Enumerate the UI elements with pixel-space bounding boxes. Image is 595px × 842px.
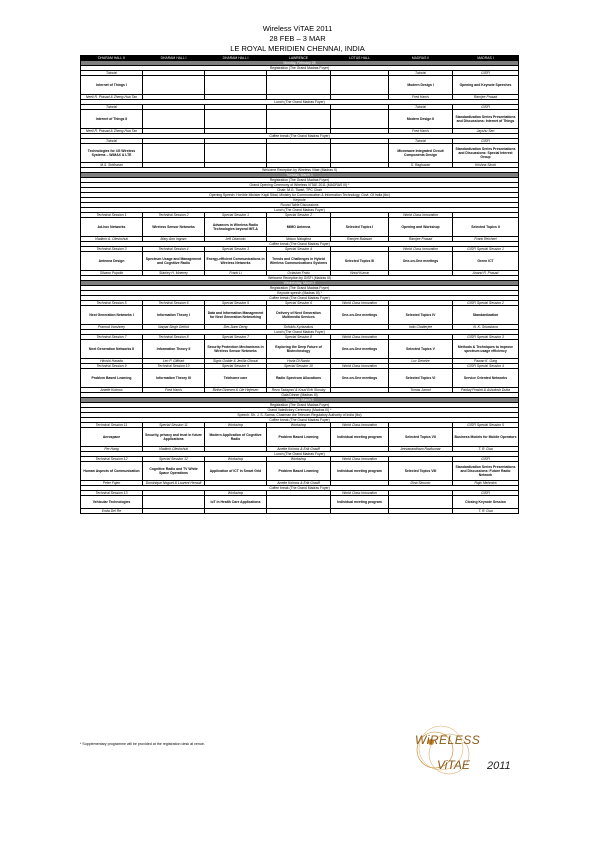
session-cell: Special Session 8 — [267, 335, 331, 340]
day-label: Monday, February 28 — [81, 61, 519, 66]
session-cell: Vladimir Oleshchuk — [143, 447, 205, 452]
session-cell: Advances in Wireless Radio Technologies beyond IMT-A — [205, 218, 267, 237]
session-cell: Tutorial — [81, 139, 143, 144]
session-cell — [389, 496, 453, 509]
session-cell: Luc Deneire — [389, 359, 453, 364]
session-cell: Spectrum Usage and Management and Cognitive Radio — [143, 252, 205, 271]
session-cell: Jayshu Sen — [453, 129, 519, 134]
session-cell: Selected Topics VIII — [389, 462, 453, 481]
session-cell: Technologies for 4G Wireless Systems – WiMAX & LTE — [81, 144, 143, 163]
schedule-row — [81, 144, 519, 163]
hall-header: MADRAS II — [389, 56, 453, 61]
session-cell — [389, 509, 453, 514]
session-cell: Exploring the Deep Future of Biotechnology — [267, 340, 331, 359]
session-cell: Mary Ann Ingram — [143, 237, 205, 242]
schedule-row — [81, 509, 519, 514]
session-cell: Pankaj Prashti & Ashutosh Dutta — [453, 388, 519, 393]
plenary-cell: Welcome Reception by Wireless Vitae (Madras II) — [81, 168, 519, 173]
session-cell: Special Session 4 — [267, 247, 331, 252]
session-cell: Per Hang — [81, 447, 143, 452]
session-cell: GISFI — [453, 71, 519, 76]
logo-year: 2011 — [487, 760, 511, 772]
session-cell: Technical Session 13 — [81, 491, 143, 496]
session-cell: Methods & Techniques to improve spectrum usage efficiency — [453, 340, 519, 359]
session-cell: Selected Topics II — [453, 218, 519, 237]
session-cell — [143, 144, 205, 163]
session-cell: Standardization Series Presentations and Discussions: Internet of Things — [453, 110, 519, 129]
session-cell: Technical Session 3 — [81, 247, 143, 252]
session-cell: Frank Reichert — [453, 237, 519, 242]
plenary-cell: Opening Speech: Hon'ble Minister Kapil Sibal, Ministry for Communication & Information Technology, Govt. Of India (tbc) — [81, 193, 519, 198]
plenary-cell: Lunch (The Grand Madras Foyer) — [81, 452, 519, 457]
hall-header: MADRAS I — [453, 56, 519, 61]
session-cell: Information Theory III — [143, 369, 205, 388]
session-cell: Anette Kolmos & Erik Graaff — [267, 447, 331, 452]
session-cell: Technical Session 11 — [81, 423, 143, 428]
session-cell: Leo P. Gifthart — [143, 359, 205, 364]
session-cell: Technical Session 9 — [81, 364, 143, 369]
session-cell: Ramjee Prasad — [389, 237, 453, 242]
session-cell: Indo Chatterjee — [389, 325, 453, 330]
session-cell: Hiroshi Harada — [81, 359, 143, 364]
plenary-cell: Registration (The Grand Madras Foyer) — [81, 66, 519, 71]
plenary-cell: Lunch (The Grand Madras Foyer) — [81, 208, 519, 213]
session-cell: World Class Innovation — [331, 335, 389, 340]
session-cell: Special Session 6 — [267, 301, 331, 306]
footnote: * Supplementary programme will be provided at the registration desk at venue. — [80, 742, 205, 746]
session-cell: S. Raghavan — [389, 163, 453, 168]
session-cell: GISFI — [453, 139, 519, 144]
session-cell: Workshop — [267, 423, 331, 428]
session-cell: Selected Topics VI — [389, 369, 453, 388]
session-cell: GISFI Special Session 3 — [453, 335, 519, 340]
session-cell: One-on-One meetings — [331, 306, 389, 325]
session-cell: Dina Simunic — [389, 481, 453, 486]
session-cell — [143, 76, 205, 95]
schedule-row — [81, 76, 519, 95]
hall-header: DHARAM HALL I — [143, 56, 205, 61]
schedule-row — [81, 340, 519, 359]
session-cell: World Class Innovation — [389, 213, 453, 218]
session-cell: Horia Di Nardo — [267, 359, 331, 364]
session-cell: Data and Information Management for Next Generation Networking — [205, 306, 267, 325]
session-cell: Problem Based Learning — [81, 369, 143, 388]
session-cell: Selected Topics IV — [389, 306, 453, 325]
session-cell: Jeevanandham Ravikumar — [389, 447, 453, 452]
session-cell: Modern Design I — [389, 76, 453, 95]
session-cell: World Class Innovation — [331, 364, 389, 369]
session-cell: World Class Innovation — [331, 301, 389, 306]
plenary-cell: Round Table Discussions — [81, 203, 519, 208]
session-cell: Special Session 3 — [205, 247, 267, 252]
session-cell: Birthe Dinesen & Ole Hejlesen — [205, 388, 267, 393]
session-cell — [205, 509, 267, 514]
session-cell: Workshop — [267, 457, 331, 462]
session-cell: Narpat Singh Gehlot — [143, 325, 205, 330]
session-cell — [205, 110, 267, 129]
conference-venue: LE ROYAL MERIDIEN CHENNAI, INDIA — [230, 44, 365, 53]
session-cell: Special Session 10 — [267, 364, 331, 369]
session-cell: Special Session 2 — [267, 213, 331, 218]
session-cell: Selected Topics I — [331, 218, 389, 237]
session-cell: Opening and Keynote Speeches — [453, 76, 519, 95]
session-cell: Human Aspects of Communication — [81, 462, 143, 481]
hall-header: LAWRENCE — [267, 56, 331, 61]
session-cell: One-on-One meetings — [331, 340, 389, 359]
plenary-cell: Registration (The Grand Madras Foyer) — [81, 286, 519, 291]
session-cell: Fred Harris — [389, 95, 453, 100]
session-cell: Jeff Okamoto — [205, 237, 267, 242]
session-cell: Neeli R. Prasad & Zheng-Hua Tan — [81, 95, 143, 100]
plenary-cell: Registration (The Grand Madras Foyer) — [81, 178, 519, 183]
session-cell: Special Session 9 — [205, 364, 267, 369]
session-cell: Problem Based Learning — [267, 462, 331, 481]
plenary-cell: Gala Dinner (Madras III) — [81, 393, 519, 398]
session-cell: GISFI — [453, 457, 519, 462]
session-cell: Radio Spectrum Allocations — [267, 369, 331, 388]
session-cell — [143, 509, 205, 514]
conference-title: Wireless ViTAE 2011 — [262, 24, 333, 33]
session-cell: GISFI — [453, 491, 519, 496]
session-cell: Der-Jiunn Deng — [205, 325, 267, 330]
session-cell — [267, 76, 331, 95]
plenary-cell: Coffee break (The Grand Madras Foyer) — [81, 296, 519, 301]
session-cell: Workshop — [205, 491, 267, 496]
session-cell: World Class Innovation — [331, 457, 389, 462]
session-cell: Tutorial — [81, 105, 143, 110]
session-cell: Ramjee Prasad — [453, 95, 519, 100]
plenary-cell: Grand Valedictory Ceremony (Madras III) * — [81, 408, 519, 413]
session-cell: Individual meeting program — [331, 428, 389, 447]
session-cell: GISFI Special Session 4 — [453, 364, 519, 369]
schedule-row — [81, 369, 519, 388]
schedule-table — [80, 55, 519, 514]
session-cell: Sofoklis Kyriazakos — [267, 325, 331, 330]
session-cell: Special Session 1 — [205, 213, 267, 218]
session-cell: Anette Kolmos & Erik Graaff — [267, 481, 331, 486]
session-cell: Standardization Series Presentations and Discussions: Future Radio Network — [453, 462, 519, 481]
session-cell: Trends and Challenges in Hybrid Wireless Communications Systems — [267, 252, 331, 271]
session-cell: Business Models for Mobile Operators — [453, 428, 519, 447]
session-cell: World Class Innovation — [331, 423, 389, 428]
session-cell: Pawan K. Garg — [453, 359, 519, 364]
session-cell: Tomas Jarnot — [389, 388, 453, 393]
plenary-cell: Speech: Sh. J. S. Sarma, Chairman the Telecom Regulatory Authority of India (tbc) — [81, 413, 519, 418]
schedule-row — [81, 110, 519, 129]
session-cell: Frank Li — [205, 271, 267, 276]
session-cell: Vladimir A. Oleshchuk — [81, 237, 143, 242]
plenary-cell: Chair: M.G. Tiwari, TPC Chair — [81, 188, 519, 193]
session-cell: GISFI Special Session 2 — [453, 301, 519, 306]
session-cell: Octavian Fratu — [267, 271, 331, 276]
session-cell: Special Session 5 — [205, 301, 267, 306]
session-cell: Anette Kolmos — [81, 388, 143, 393]
session-cell: Technical Session 10 — [143, 364, 205, 369]
session-cell: Fred Harris — [143, 388, 205, 393]
session-cell: Technical Session 2 — [143, 213, 205, 218]
session-cell: Anand R. Prasad — [453, 271, 519, 276]
session-cell: Selected Topics III — [331, 252, 389, 271]
session-cell: Peter Fajen — [81, 481, 143, 486]
plenary-cell: Keynote — [81, 198, 519, 203]
session-cell: Modern Application of Cognitive Radio — [205, 428, 267, 447]
session-cell: Special Session 7 — [205, 335, 267, 340]
session-cell: Tutorial — [389, 71, 453, 76]
session-cell — [143, 110, 205, 129]
session-cell — [205, 76, 267, 95]
plenary-cell: Lunch (The Grand Madras Foyer) — [81, 100, 519, 105]
plenary-cell: Keynote speech (Madras III) * — [81, 291, 519, 296]
conference-dates: 28 FEB – 3 MAR — [269, 34, 326, 43]
session-cell: Reza Tadayoni & Knud Erik Skouby — [267, 388, 331, 393]
session-cell: Closing Keynote Session — [453, 496, 519, 509]
session-cell: Microwave Integrated Circuit Components Design — [389, 144, 453, 163]
session-cell: World Class Innovation — [389, 247, 453, 252]
session-cell: Tutorial — [389, 139, 453, 144]
session-cell: Tutorial — [81, 71, 143, 76]
session-cell — [143, 496, 205, 509]
session-cell: One-on-One meetings — [389, 252, 453, 271]
session-cell: Energy-efficient Communications in Wireless Networks — [205, 252, 267, 271]
session-cell: Individual meeting program — [331, 462, 389, 481]
session-cell: One-on-One meetings — [331, 369, 389, 388]
session-cell: Selected Topics VII — [389, 428, 453, 447]
day-label: Tuesday, March 1 — [81, 173, 519, 178]
schedule-row — [81, 428, 519, 447]
session-cell: Internet of Things I — [81, 76, 143, 95]
schedule-row — [81, 252, 519, 271]
session-cell: T. R. Dua — [453, 447, 519, 452]
session-cell: Pramod Varshney — [81, 325, 143, 330]
logo-line2: ViTAE — [437, 758, 470, 772]
session-cell: IoT in Health Care Applications — [205, 496, 267, 509]
session-cell: Krishna Sirohi — [453, 163, 519, 168]
session-cell: Opening and Workshop — [389, 218, 453, 237]
session-cell: Delivery of Next Generation Multimedia Services — [267, 306, 331, 325]
session-cell: Technical Session 5 — [81, 301, 143, 306]
day-label: Wednesday, March 2 — [81, 281, 519, 286]
session-cell: M.S. Sridharan — [81, 163, 143, 168]
session-cell: Telehome care — [205, 369, 267, 388]
day-label: Thursday, March 3 — [81, 398, 519, 403]
session-cell: Dominique Noguet & Laurent Herault — [143, 481, 205, 486]
session-cell: Internet of Things II — [81, 110, 143, 129]
session-cell: Rajiv Mehrotra — [453, 481, 519, 486]
schedule-row — [81, 462, 519, 481]
schedule-row — [81, 218, 519, 237]
plenary-cell: Coffee break (The Grand Madras Foyer) — [81, 418, 519, 423]
session-cell: T. R. Dua — [453, 509, 519, 514]
session-cell: Problem Based Learning — [267, 428, 331, 447]
session-cell — [331, 509, 389, 514]
session-cell: Fred Harris — [389, 129, 453, 134]
hall-header: DHARAM HALL I — [205, 56, 267, 61]
session-cell: Stanley H. Mneney — [143, 271, 205, 276]
plenary-cell: Coffee break (The Grand Madras Foyer) — [81, 242, 519, 247]
session-cell: Tutorial — [389, 105, 453, 110]
plenary-cell: Lunch (The Grand Madras Foyer) — [81, 330, 519, 335]
session-cell: Technical Session 4 — [143, 247, 205, 252]
wireless-vitae-logo — [405, 720, 520, 792]
logo-line1: WiRELESS — [415, 733, 481, 747]
session-cell: Sigris Godde & Jenilia Ghosal — [205, 359, 267, 364]
session-cell: Next Generation Networks I — [81, 306, 143, 325]
session-cell: Ad-hoc Networks — [81, 218, 143, 237]
session-cell: Technical Session 7 — [81, 335, 143, 340]
plenary-cell: Coffee break (The Grand Madras Foyer) — [81, 134, 519, 139]
session-cell: Modern Design II — [389, 110, 453, 129]
session-cell: Service Oriented Networks — [453, 369, 519, 388]
session-cell — [205, 144, 267, 163]
session-cell: MIMO Antenna — [267, 218, 331, 237]
schedule-row — [81, 306, 519, 325]
session-cell — [331, 76, 389, 95]
session-cell: Antenna Design — [81, 252, 143, 271]
hall-header: LOTUS HALL — [331, 56, 389, 61]
session-cell: Individual meeting program — [331, 496, 389, 509]
session-cell: World Class Innovation — [331, 491, 389, 496]
session-cell — [267, 509, 331, 514]
session-cell — [267, 496, 331, 509]
session-cell: Next Generation Networks II — [81, 340, 143, 359]
session-cell: Green ICT — [453, 252, 519, 271]
session-cell: Workshop — [205, 457, 267, 462]
session-cell: Information Theory II — [143, 340, 205, 359]
session-cell: Vinod Kumar — [331, 271, 389, 276]
session-cell — [267, 144, 331, 163]
session-cell: Information Theory I — [143, 306, 205, 325]
session-cell: Workshop — [205, 423, 267, 428]
session-cell: Special Session 11 — [143, 423, 205, 428]
session-cell: Technical Session 1 — [81, 213, 143, 218]
session-cell: Ramjee Balasan — [331, 237, 389, 242]
session-cell: Enda Del Re — [81, 509, 143, 514]
session-cell: Standardization — [453, 306, 519, 325]
session-cell: Application of ICT in Smart Grid — [205, 462, 267, 481]
session-cell: Special Session 12 — [143, 457, 205, 462]
session-cell: Silvano Pupolin — [81, 271, 143, 276]
session-cell — [267, 110, 331, 129]
session-cell — [331, 110, 389, 129]
session-cell: Selected Topics V — [389, 340, 453, 359]
session-cell: Wireless Sensor Networks — [143, 218, 205, 237]
plenary-cell: Coffee break (The Grand Madras Foyer) — [81, 486, 519, 491]
plenary-cell: Grand Opening Ceremony of Wireless VITAE 2011 (MADRAS III) * — [81, 183, 519, 188]
session-cell: Standardization Series Presentations and Discussions: Special Interest Group — [453, 144, 519, 163]
session-cell: Technical Session 6 — [143, 301, 205, 306]
session-cell: GISFI Special Session 5 — [453, 423, 519, 428]
session-cell — [331, 144, 389, 163]
schedule-row — [81, 496, 519, 509]
session-cell: GISFI Special Session 1 — [453, 247, 519, 252]
session-cell: Security Protection Mechanisms in Wireless Sensor Networks — [205, 340, 267, 359]
session-cell: Technical Session 8 — [143, 335, 205, 340]
session-cell: Technical Session 12 — [81, 457, 143, 462]
session-cell: Aerospace — [81, 428, 143, 447]
hall-header: DHARAM HALL II — [81, 56, 143, 61]
logo-circles-icon — [405, 720, 520, 792]
session-cell: GISFI — [453, 105, 519, 110]
session-cell: Neeli R. Prasad & Zheng-Hua Tan — [81, 129, 143, 134]
session-cell: N. K. Srivastava — [453, 325, 519, 330]
session-cell: Vehicular Technologies — [81, 496, 143, 509]
session-cell: Cognitive Radio and TV White Space Operations — [143, 462, 205, 481]
plenary-cell: Welcome Reception by GISFI (Madras III) — [81, 276, 519, 281]
plenary-cell: Registration (The Grand Madras Foyer) — [81, 403, 519, 408]
session-cell: Nobuo Nakajima — [267, 237, 331, 242]
session-cell: Security, privacy and trust in future Applications — [143, 428, 205, 447]
